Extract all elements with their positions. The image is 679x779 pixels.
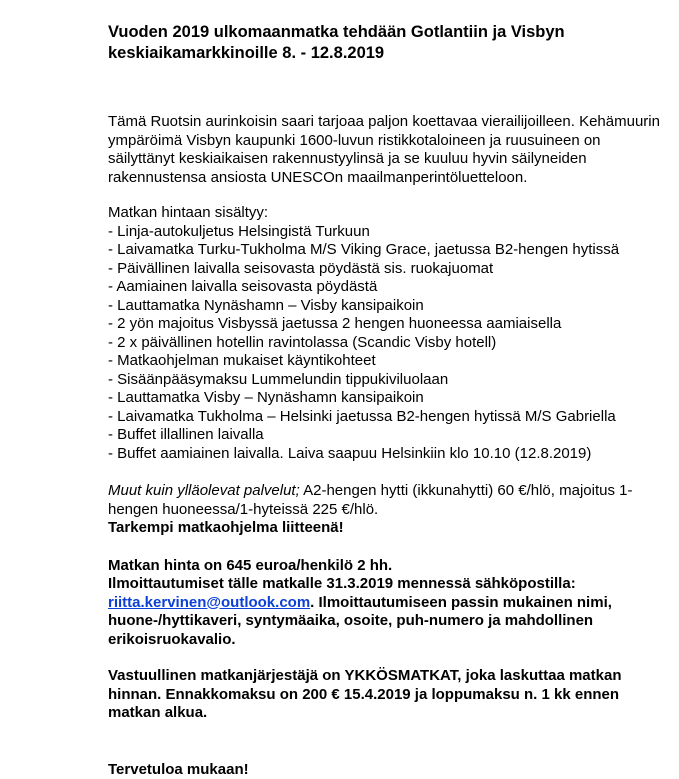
organizer-paragraph: Vastuullinen matkanjärjestäjä on YKKÖSMATKAT, joka laskuttaa matkan hinnan. Ennakkomaksu on 200 € 15.4.2019 ja loppumaksu n. 1 kk ennen matkan alkua. [108, 667, 668, 723]
extras-text: A2-hengen hytti (ikkunahytti) 60 €/hlö, majoitus 1-hengen huoneessa/1-hyteissä 225 €/hlö. [108, 482, 632, 518]
list-item: - Buffet aamiainen laivalla. Laiva saapuu Helsinkiin klo 10.10 (12.8.2019) [108, 445, 668, 464]
list-item: - Matkaohjelman mukaiset käyntikohteet [108, 352, 668, 371]
registration-details [108, 594, 668, 650]
page-title: Vuoden 2019 ulkomaanmatka tehdään Gotlantiin ja Visbyn keskiaikamarkkinoille 8. - 12.8.2019 [108, 22, 668, 64]
list-item: - Sisäänpääsymaksu Lummelundin tippukiviluolaan [108, 371, 668, 390]
list-item: - Aamiainen laivalla seisovasta pöydästä [108, 278, 668, 297]
list-item: - Laivamatka Tukholma – Helsinki jaetussa B2-hengen hytissä M/S Gabriella [108, 408, 668, 427]
list-item: - Buffet illallinen laivalla [108, 426, 668, 445]
document-page [108, 22, 668, 779]
program-note: Tarkempi matkaohjelma liitteenä! [108, 519, 668, 538]
includes-heading: Matkan hintaan sisältyy: [108, 204, 668, 223]
includes-list [108, 223, 668, 464]
includes-section [108, 204, 668, 463]
price-text: Matkan hinta on 645 euroa/henkilö 2 hh. [108, 557, 668, 576]
list-item: - Lauttamatka Visby – Nynäshamn kansipaikoin [108, 389, 668, 408]
intro-paragraph: Tämä Ruotsin aurinkoisin saari tarjoaa paljon koettavaa vierailijoilleen. Kehämuurin ympäröimä Visbyn kaupunki 1600-luvun ristikkotaloineen ja ruusuineen on säilyttänyt keskiaikaisen rakennustyylinsä ja se kuuluu hyvin säilyneiden rakennustensa ansiosta UNESCOn maailmanperintöluetteloon. [108, 113, 668, 187]
list-item: - Laivamatka Turku-Tukholma M/S Viking Grace, jaetussa B2-hengen hytissä [108, 241, 668, 260]
pricing-section [108, 557, 668, 650]
extras-label: Muut kuin ylläolevat palvelut; [108, 482, 300, 499]
list-item: - Linja-autokuljetus Helsingistä Turkuun [108, 223, 668, 242]
list-item: - 2 x päivällinen hotellin ravintolassa (Scandic Visby hotell) [108, 334, 668, 353]
list-item: - Päivällinen laivalla seisovasta pöydästä sis. ruokajuomat [108, 260, 668, 279]
list-item: - Lauttamatka Nynäshamn – Visby kansipaikoin [108, 297, 668, 316]
extras-paragraph [108, 482, 668, 519]
extras-section [108, 482, 668, 538]
welcome-text: Tervetuloa mukaan! [108, 761, 668, 779]
registration-text: Ilmoittautumiset tälle matkalle 31.3.2019 mennessä sähköpostilla: [108, 575, 668, 594]
registration-details-text: . Ilmoittautumiseen passin mukainen nimi, huone-/hyttikaveri, syntymäaika, osoite, puh-numero ja mahdollinen erikoisruokavalio. [108, 594, 612, 648]
email-link[interactable]: riitta.kervinen@outlook.com [108, 594, 310, 611]
list-item: - 2 yön majoitus Visbyssä jaetussa 2 hengen huoneessa aamiaisella [108, 315, 668, 334]
